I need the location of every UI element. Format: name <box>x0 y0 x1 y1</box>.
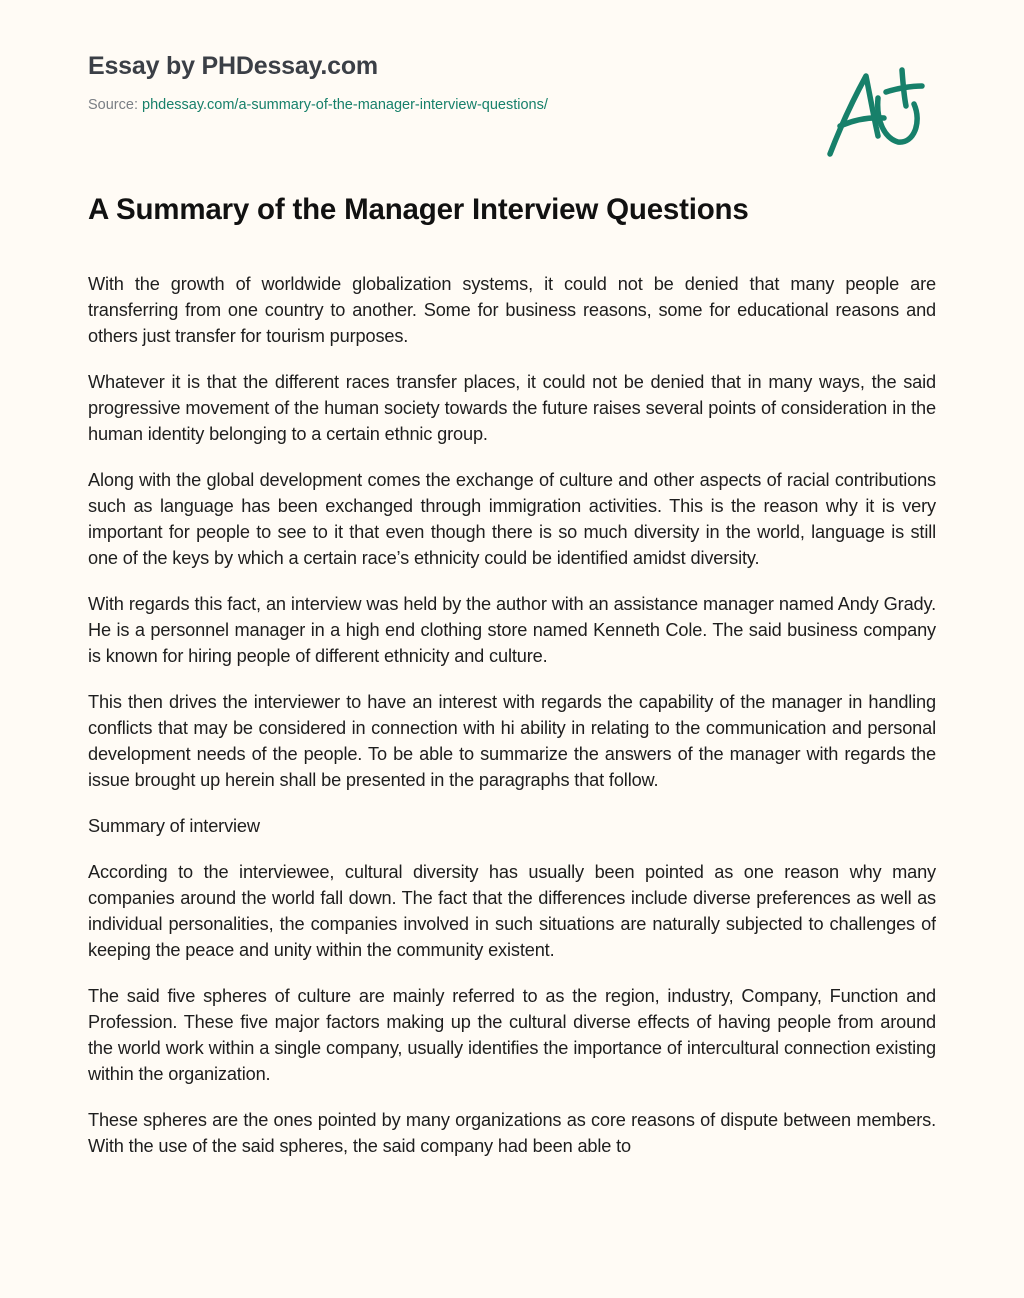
section-heading: Summary of interview <box>88 816 260 836</box>
source-link[interactable]: phdessay.com/a-summary-of-the-manager-interview-questions/ <box>142 97 548 113</box>
paragraph: With regards this fact, an interview was held by the author with an assistance manager named Andy Grady. He is a personnel manager in a high end clothing store named Kenneth Cole. The said business company is known for hiring people of different ethnicity and culture. <box>88 594 936 666</box>
site-header <box>88 48 688 114</box>
paragraph: These spheres are the ones pointed by many organizations as core reasons of dispute between members. With the use of the said spheres, the said company had been able to <box>88 1110 936 1156</box>
essay-body <box>88 271 936 1251</box>
paragraph: With the growth of worldwide globalization systems, it could not be denied that many people are transferring from one country to another. Some for business reasons, some for educational reasons and others just transfer for tourism purposes. <box>88 274 936 346</box>
paragraph: This then drives the interviewer to have an interest with regards the capability of the manager in handling conflicts that may be considered in connection with hi ability in relating to the communication and personal development needs of the people. To be able to summarize the answers of the manager with regards the issue brought up herein shall be presented in the paragraphs that follow. <box>88 692 936 790</box>
source-line <box>88 96 688 114</box>
paragraph: The said five spheres of culture are mainly referred to as the region, industry, Company, Function and Profession. These five major factors making up the cultural diverse effects of having people from around the world work within a single company, usually identifies the importance of intercultural connection existing within the organization. <box>88 986 936 1084</box>
paragraph: Along with the global development comes the exchange of culture and other aspects of racial contributions such as language has been exchanged through immigration activities. This is the reason why it is very important for people to see to it that even though there is so much diversity in the world, language is still one of the keys by which a certain race’s ethnicity could be identified amidst diversity. <box>88 470 936 568</box>
paragraph: According to the interviewee, cultural diversity has usually been pointed as one reason why many companies around the world fall down. The fact that the differences include diverse preferences as well as individual personalities, the companies involved in such situations are naturally subjected to challenges of keeping the peace and unity within the community existent. <box>88 862 936 960</box>
paragraph: Whatever it is that the different races transfer places, it could not be denied that in many ways, the said progressive movement of the human society towards the future raises several points of consideration in the human identity belonging to a certain ethnic group. <box>88 372 936 444</box>
page-title: A Summary of the Manager Interview Questions <box>88 193 749 226</box>
source-label: Source: <box>88 97 142 113</box>
a-plus-grade-icon <box>818 62 936 162</box>
site-brand: Essay by PHDessay.com <box>88 52 378 80</box>
